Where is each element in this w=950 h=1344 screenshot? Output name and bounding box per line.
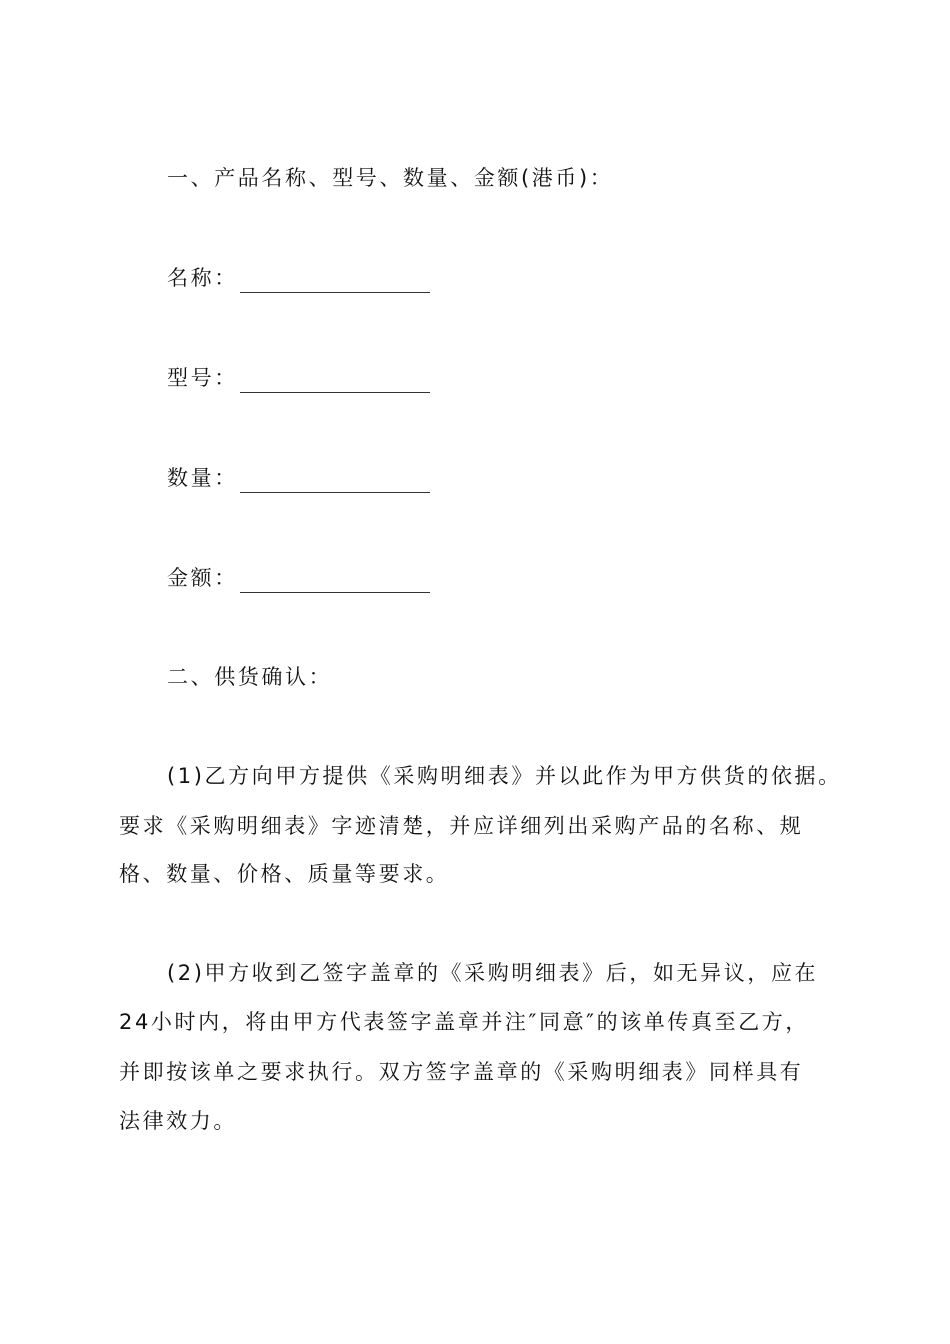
para1-line3: 格、数量、价格、质量等要求。 [119, 862, 450, 886]
section1-heading: 一、产品名称、型号、数量、金额(港币)： [167, 166, 614, 190]
field-quantity-blank[interactable] [240, 472, 430, 493]
field-amount-blank[interactable] [240, 572, 430, 593]
field-amount-row [167, 563, 430, 593]
para1-line2: 要求《采购明细表》字迹清楚，并应详细列出采购产品的名称、规 [119, 814, 804, 838]
para2-line1: (2)甲方收到乙签字盖章的《采购明细表》后，如无异议，应在 [167, 961, 819, 985]
field-name-row [167, 263, 430, 293]
para2-line3: 并即按该单之要求执行。双方签字盖章的《采购明细表》同样具有 [119, 1060, 804, 1084]
field-quantity-label: 数量： [167, 466, 238, 490]
field-model-row [167, 363, 430, 393]
field-name-blank[interactable] [240, 272, 430, 293]
field-model-blank[interactable] [240, 372, 430, 393]
para1-line1: (1)乙方向甲方提供《采购明细表》并以此作为甲方供货的依据。 [167, 764, 842, 788]
section2-heading: 二、供货确认： [167, 665, 333, 689]
para2-line2: 24小时内，将由甲方代表签字盖章并注″同意″的该单传真至乙方， [119, 1010, 810, 1034]
para2-line4: 法律效力。 [119, 1109, 237, 1133]
field-name-label: 名称： [167, 266, 238, 290]
field-amount-label: 金额： [167, 566, 238, 590]
field-model-label: 型号： [167, 366, 238, 390]
field-quantity-row [167, 463, 430, 493]
